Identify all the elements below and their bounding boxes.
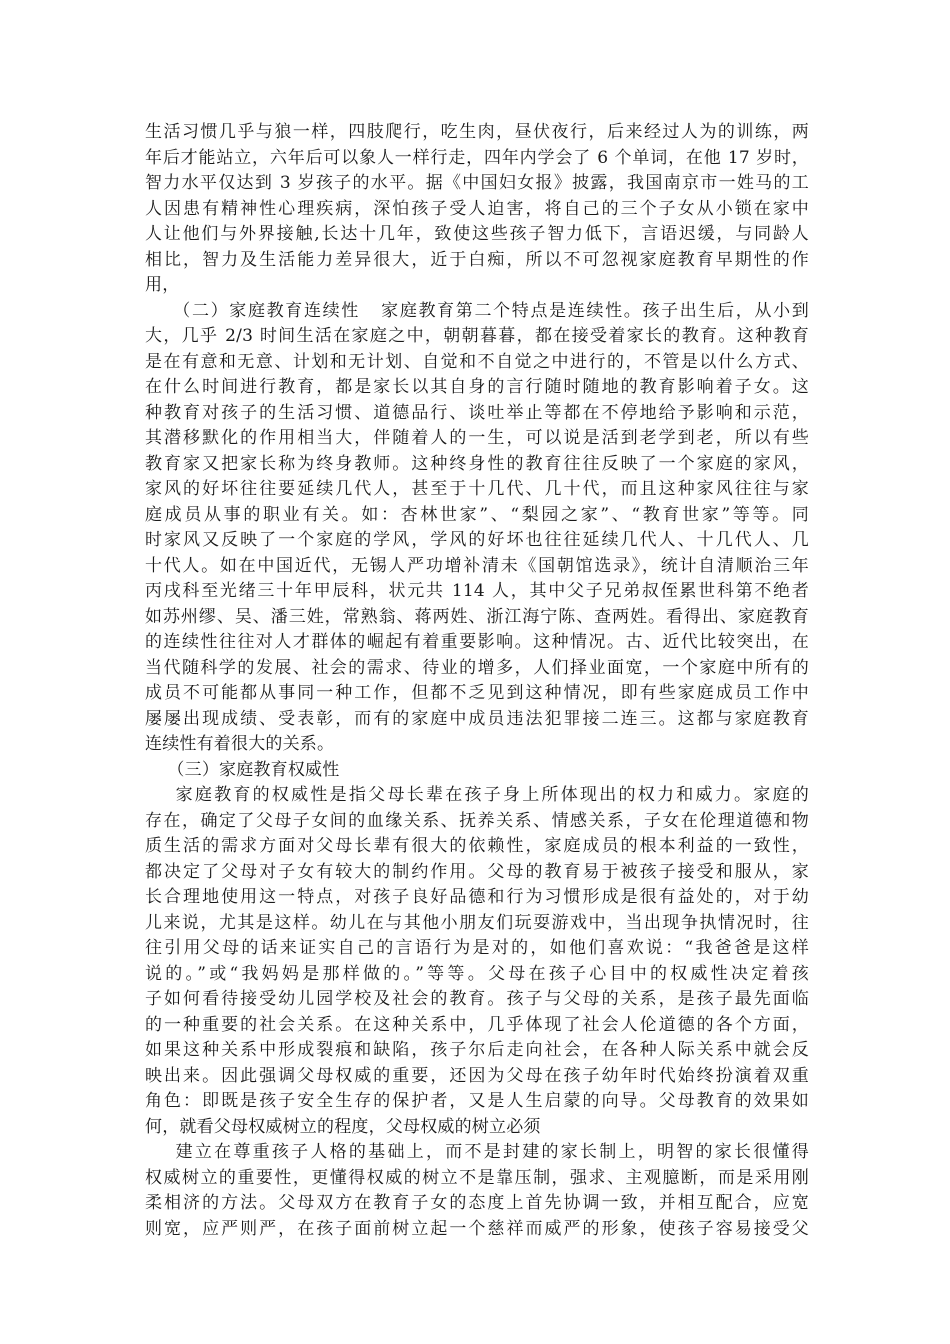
text-line: 角色：即既是孩子安全生存的保护者，又是人生启蒙的向导。父母教育的效果如 xyxy=(145,1091,809,1111)
text-line: 柔相济的方法。父母双方在教育子女的态度上首先协调一致，并相互配合，应宽 xyxy=(145,1193,809,1213)
text-line: 家风的好坏往往要延续几代人，甚至于十几代、几十代，而且这种家风往往与家 xyxy=(145,479,809,499)
text-line: 当代随科学的发展、社会的需求、待业的增多，人们择业面宽，一个家庭中所有的 xyxy=(145,657,809,678)
text-line: 年后才能站立，六年后可以象人一样行走，四年内学会了 6 个单词，在他 17 岁时， xyxy=(145,147,809,168)
text-line: 用， xyxy=(145,275,180,295)
text-line: 往引用父母的话来证实自己的言语行为是对的，如他们喜欢说：“我爸爸是这样 xyxy=(145,938,809,958)
text-line: 人因患有精神性心理疾病，深怕孩子受人迫害，将自己的三个子女从小锁在家中 xyxy=(145,198,809,219)
text-line: 权威树立的重要性，更懂得权威的树立不是靠压制，强求、主观臆断，而是采用刚 xyxy=(145,1167,809,1188)
text-line: 的连续性往往对人才群体的崛起有着重要影响。这种情况。古、近代比较突出，在 xyxy=(145,632,809,652)
section-heading-continuity: （二）家庭教育连续性 家庭教育第二个特点是连续性。孩子出生后，从小到 xyxy=(145,300,809,321)
text-line: 如苏州缪、吴、潘三姓，常熟翁、蒋两姓、浙江海宁陈、查两姓。看得出、家庭教育 xyxy=(145,606,809,627)
text-line: 何，就看父母权威树立的程度，父母权威的树立必须 xyxy=(145,1116,541,1137)
text-line: 时家风又反映了一个家庭的学风，学风的好坏也往往延续几代人、十几代人、几 xyxy=(145,530,809,550)
text-line: 则宽，应严则严，在孩子面前树立起一个慈祥而威严的形象，使孩子容易接受父 xyxy=(145,1218,809,1239)
text-line: 质生活的需求方面对父母长辈有很大的依赖性，家庭成员的根本利益的一致性， xyxy=(145,836,809,856)
text-line: 如果这种关系中形成裂痕和缺陷，孩子尔后走向社会，在各种人际关系中就会反 xyxy=(145,1040,809,1060)
text-line: 在什么时间进行教育，都是家长以其自身的言行随时随地的教育影响着子女。这 xyxy=(145,377,809,397)
text-line: 映出来。因此强调父母权威的重要，还因为父母在孩子幼年时代始终扮演着双重 xyxy=(145,1065,809,1086)
text-line: 相比，智力及生活能力差异很大，近于白痴，所以不可忽视家庭教育早期性的作 xyxy=(145,249,809,270)
text-line: 种教育对孩子的生活习惯、道德品行、谈吐举止等都在不停地给予影响和示范， xyxy=(145,402,809,423)
text-line: 屡屡出现成绩、受表彰，而有的家庭中成员违法犯罪接二连三。这都与家庭教育 xyxy=(145,708,809,729)
text-line: 的一种重要的社会关系。在这种关系中，几乎体现了社会人伦道德的各个方面， xyxy=(145,1014,809,1035)
text-line: 存在，确定了父母子女间的血缘关系、抚养关系、情感关系，子女在伦理道德和物 xyxy=(145,810,809,831)
text-line: 成员不可能都从事同一种工作，但都不乏见到这种情况，即有些家庭成员工作中 xyxy=(145,683,809,703)
text-line: 连续性有着很大的关系。 xyxy=(145,734,335,754)
text-line: 子如何看待接受幼儿园学校及社会的教育。孩子与父母的关系，是孩子最先面临 xyxy=(145,989,809,1009)
text-line: 丙戌科至光绪三十年甲辰科，状元共 114 人，其中父子兄弟叔侄累世科第不绝者 xyxy=(145,581,809,601)
text-line: 十代人。如在中国近代，无锡人严功增补清未《国朝馆选录》，统计自清顺治三年 xyxy=(145,555,809,576)
text-line: 大，几乎 2/3 时间生活在家庭之中，朝朝暮暮，都在接受着家长的教育。这种教育 xyxy=(145,326,809,346)
text-line: 生活习惯几乎与狼一样，四肢爬行，吃生肉，昼伏夜行，后来经过人为的训练，两 xyxy=(145,122,809,142)
text-line: 家庭教育的权威性是指父母长辈在孩子身上所体现出的权力和威力。家庭的 xyxy=(145,785,809,805)
text-line: 其潜移默化的作用相当大，伴随着人的一生，可以说是活到老学到老，所以有些 xyxy=(145,428,809,448)
document-body xyxy=(145,120,809,1242)
text-line: 长合理地使用这一特点，对孩子良好品德和行为习惯形成是很有益处的，对于幼 xyxy=(145,887,809,907)
text-line: 庭成员从事的职业有关。如：杏林世家”、“梨园之家”、“教育世家”等等。同 xyxy=(145,504,809,525)
text-line: 都决定了父母对子女有较大的制约作用。父母的教育易于被孩子接受和服从，家 xyxy=(145,861,809,882)
text-line: 教育家又把家长称为终身教师。这种终身性的教育往往反映了一个家庭的家风， xyxy=(145,453,809,474)
text-line: 是在有意和无意、计划和无计划、自觉和不自觉之中进行的，不管是以什么方式、 xyxy=(145,351,809,372)
text-line: 儿来说，尤其是这样。幼儿在与其他小朋友们玩耍游戏中，当出现争执情况时，往 xyxy=(145,912,809,933)
text-line: 建立在尊重孩子人格的基础上，而不是封建的家长制上，明智的家长很懂得 xyxy=(145,1142,809,1162)
section-heading-authority: （三）家庭教育权威性 xyxy=(145,759,340,780)
text-line: 人让他们与外界接触,长达十几年，致使这些孩子智力低下，言语迟缓，与同龄人 xyxy=(145,224,809,244)
text-line: 智力水平仅达到 3 岁孩子的水平。据《中国妇女报》披露，我国南京市一姓马的工 xyxy=(145,173,809,193)
text-line: 说的。”或“我妈妈是那样做的。”等等。父母在孩子心目中的权威性决定着孩 xyxy=(145,963,809,984)
